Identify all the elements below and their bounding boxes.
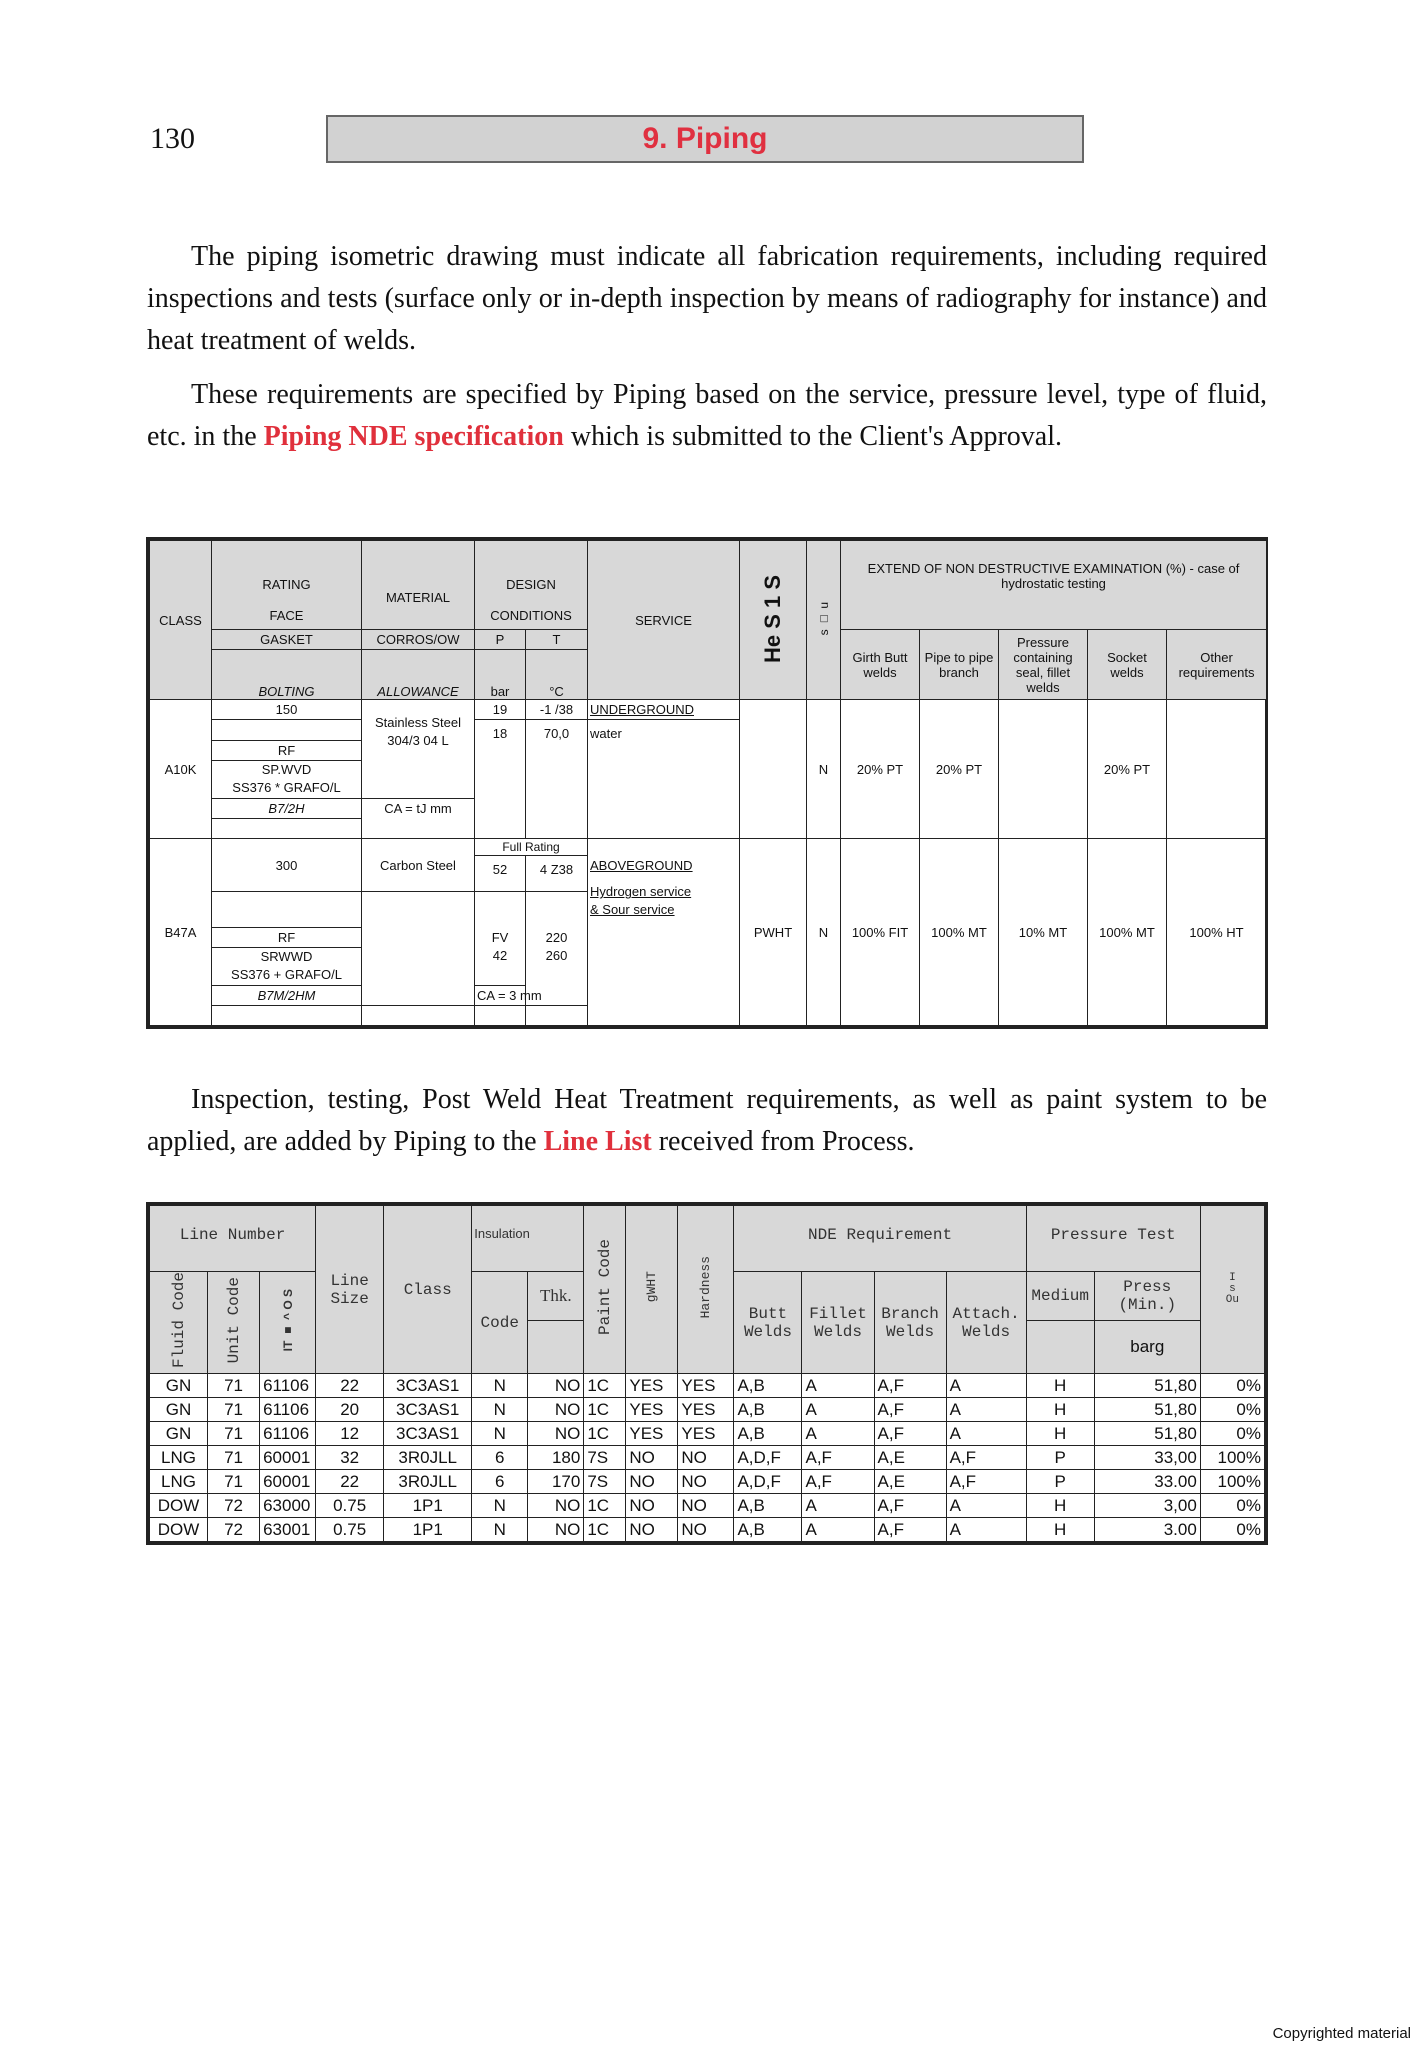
header-bolting: BOLTING bbox=[212, 649, 362, 699]
cell-branch-welds: A,F bbox=[874, 1422, 946, 1446]
cell-branch-welds: A,E bbox=[874, 1446, 946, 1470]
face-a10k: RF bbox=[212, 740, 362, 760]
gasket-b47a-line1: SRWWD bbox=[260, 949, 313, 965]
material-b47a: Carbon Steel bbox=[362, 839, 475, 891]
face-b47a: RF bbox=[212, 928, 362, 948]
cell-fluid-code: DOW bbox=[150, 1518, 208, 1542]
cell-pwht: NO bbox=[626, 1494, 678, 1518]
cell-ins-code: N bbox=[472, 1518, 528, 1542]
table-row bbox=[150, 1470, 1265, 1494]
col-ht-b47a: PWHT bbox=[740, 839, 807, 1026]
cell-fillet-welds: A,F bbox=[802, 1470, 874, 1494]
cell-last: 0% bbox=[1200, 1374, 1264, 1398]
header-nde-requirement: NDE Requirement bbox=[734, 1206, 1026, 1272]
header-col-ps bbox=[807, 541, 841, 700]
header-serial-label: IT ■ ^ O S bbox=[280, 1288, 295, 1352]
table-row bbox=[150, 1494, 1265, 1518]
header-hardness-label: Hardness bbox=[698, 1255, 714, 1319]
cell-medium: P bbox=[1026, 1470, 1094, 1494]
header-ins-thk: Thk. bbox=[528, 1272, 584, 1321]
cell-attach-welds: A bbox=[946, 1494, 1026, 1518]
cell-ins-code: N bbox=[472, 1422, 528, 1446]
header-pressure-test: Pressure Test bbox=[1026, 1206, 1200, 1272]
cell-branch-welds: A,F bbox=[874, 1374, 946, 1398]
paragraph-nde-spec bbox=[147, 374, 1267, 458]
rating-b47a: 300 bbox=[212, 839, 362, 891]
cell-ins-thk: NO bbox=[528, 1518, 584, 1542]
cell-fillet-welds: A,F bbox=[802, 1446, 874, 1470]
header-allowance: ALLOWANCE bbox=[362, 649, 475, 699]
cell-attach-welds: A bbox=[946, 1422, 1026, 1446]
header-last-label: I s Ou bbox=[1225, 1271, 1239, 1306]
cell-serial: 63000 bbox=[260, 1494, 316, 1518]
cell-class: 3C3AS1 bbox=[384, 1374, 472, 1398]
cell-attach-welds: A bbox=[946, 1518, 1026, 1542]
col-ps-a10k: N bbox=[807, 700, 841, 839]
cell-line-size: 22 bbox=[316, 1470, 384, 1494]
cell-branch-welds: A,F bbox=[874, 1518, 946, 1542]
cell-hardness: YES bbox=[678, 1398, 734, 1422]
cell-press-min: 51,80 bbox=[1094, 1422, 1200, 1446]
cell-press-min: 33,00 bbox=[1094, 1446, 1200, 1470]
cell-paint-code: 1C bbox=[584, 1518, 626, 1542]
paragraph-isometric-text: The piping isometric drawing must indicate all fabrication requirements, including required inspections and tests (surface only or in-depth inspection by means of radiography for instance) and heat treatment of welds. bbox=[147, 241, 1267, 356]
cell-ins-code: 6 bbox=[472, 1446, 528, 1470]
cell-unit-code: 72 bbox=[208, 1518, 260, 1542]
header-col-ht bbox=[740, 541, 807, 700]
cell-paint-code: 1C bbox=[584, 1398, 626, 1422]
cell-pwht: NO bbox=[626, 1446, 678, 1470]
bolting-b47a: B7M/2HM bbox=[212, 985, 362, 1005]
header-medium: Medium bbox=[1026, 1272, 1094, 1321]
class-b47a: B47A bbox=[150, 839, 212, 1026]
cell-medium: H bbox=[1026, 1494, 1094, 1518]
cell-press-min: 3,00 bbox=[1094, 1494, 1200, 1518]
cell-medium: H bbox=[1026, 1398, 1094, 1422]
cell-paint-code: 7S bbox=[584, 1446, 626, 1470]
cell-last: 100% bbox=[1200, 1446, 1264, 1470]
header-attach-welds: Attach. Welds bbox=[946, 1272, 1026, 1374]
header-pwht-label: gWHT bbox=[644, 1271, 660, 1303]
header-class: Class bbox=[384, 1206, 472, 1374]
cell-fillet-welds: A bbox=[802, 1374, 874, 1398]
header-material-label: MATERIAL bbox=[385, 589, 451, 605]
t3-b47a: 260 bbox=[526, 948, 588, 985]
cell-line-size: 22 bbox=[316, 1374, 384, 1398]
cell-unit-code: 71 bbox=[208, 1422, 260, 1446]
cell-ins-code: 6 bbox=[472, 1470, 528, 1494]
girth-b47a: 100% FIT bbox=[841, 839, 920, 1026]
t2-b47a: 220 bbox=[526, 928, 588, 948]
cell-serial: 61106 bbox=[260, 1398, 316, 1422]
header-rating bbox=[212, 541, 362, 630]
class-a10k: A10K bbox=[150, 700, 212, 839]
cell-butt-welds: A,B bbox=[734, 1518, 802, 1542]
other-a10k bbox=[1167, 700, 1267, 839]
cell-pwht: NO bbox=[626, 1470, 678, 1494]
cell-paint-code: 7S bbox=[584, 1470, 626, 1494]
cell-ins-code: N bbox=[472, 1494, 528, 1518]
header-bar: bar bbox=[475, 649, 526, 699]
cell-medium: P bbox=[1026, 1446, 1094, 1470]
cell-medium: H bbox=[1026, 1374, 1094, 1398]
t1-b47a: 4 Z38 bbox=[526, 855, 588, 891]
service-b47a-line2: & Sour service bbox=[590, 902, 675, 918]
table-row bbox=[150, 1422, 1265, 1446]
header-socket: Socket welds bbox=[1088, 629, 1167, 700]
service-title-a10k: UNDERGROUND bbox=[588, 700, 740, 720]
p3-b47a: 42 bbox=[475, 948, 526, 985]
copyright-notice: Copyrighted material bbox=[1272, 2025, 1411, 2042]
bolting-a10k: B7/2H bbox=[212, 799, 362, 819]
header-col-ps-label: s □ u bbox=[816, 601, 831, 636]
gasket-a10k-line2: SS376 * GRAFO/L bbox=[232, 780, 341, 796]
header-pressure-containing: Pressure containing seal, fillet welds bbox=[999, 629, 1088, 700]
cell-fluid-code: LNG bbox=[150, 1446, 208, 1470]
cell-pwht: NO bbox=[626, 1518, 678, 1542]
cell-branch-welds: A,F bbox=[874, 1494, 946, 1518]
cell-press-min: 3.00 bbox=[1094, 1518, 1200, 1542]
cell-pwht: YES bbox=[626, 1422, 678, 1446]
cell-serial: 63001 bbox=[260, 1518, 316, 1542]
cell-branch-welds: A,E bbox=[874, 1470, 946, 1494]
col-ps-b47a: N bbox=[807, 839, 841, 1026]
header-face-label: FACE bbox=[269, 607, 304, 623]
cell-paint-code: 1C bbox=[584, 1374, 626, 1398]
cell-attach-welds: A,F bbox=[946, 1446, 1026, 1470]
cell-fluid-code: GN bbox=[150, 1398, 208, 1422]
cell-last: 0% bbox=[1200, 1422, 1264, 1446]
cell-line-size: 0.75 bbox=[316, 1518, 384, 1542]
cell-unit-code: 71 bbox=[208, 1374, 260, 1398]
cell-fillet-welds: A bbox=[802, 1398, 874, 1422]
paragraph-line-list bbox=[147, 1079, 1267, 1163]
cell-butt-welds: A,D,F bbox=[734, 1446, 802, 1470]
cell-unit-code: 72 bbox=[208, 1494, 260, 1518]
allowance-b47a: CA = 3 mm bbox=[475, 985, 526, 1005]
design-top-b47a: Full Rating bbox=[475, 839, 588, 855]
header-paint-code-label: Paint Code bbox=[595, 1239, 614, 1336]
service-b47a bbox=[588, 839, 740, 1026]
chapter-title: 9. Piping bbox=[642, 122, 768, 155]
pipe-branch-a10k: 20% PT bbox=[920, 700, 999, 839]
header-rating-label: RATING bbox=[262, 576, 311, 592]
table-row bbox=[150, 1374, 1265, 1398]
cell-paint-code: 1C bbox=[584, 1494, 626, 1518]
cell-class: 1P1 bbox=[384, 1494, 472, 1518]
cell-paint-code: 1C bbox=[584, 1422, 626, 1446]
gasket-b47a-line2: SS376 + GRAFO/L bbox=[231, 967, 342, 983]
material-a10k bbox=[362, 700, 475, 799]
cell-unit-code: 71 bbox=[208, 1446, 260, 1470]
cell-serial: 60001 bbox=[260, 1446, 316, 1470]
p1-a10k: 19 bbox=[475, 700, 526, 720]
material-a10k-line2: 304/3 04 L bbox=[387, 733, 449, 749]
header-girth-butt: Girth Butt welds bbox=[841, 629, 920, 700]
cell-fluid-code: LNG bbox=[150, 1470, 208, 1494]
cell-hardness: NO bbox=[678, 1446, 734, 1470]
cell-branch-welds: A,F bbox=[874, 1398, 946, 1422]
header-other: Other requirements bbox=[1167, 629, 1267, 700]
pressure-containing-a10k bbox=[999, 700, 1088, 839]
nde-spec-table bbox=[146, 537, 1268, 1029]
cell-press-min: 51,80 bbox=[1094, 1374, 1200, 1398]
page-number: 130 bbox=[150, 122, 195, 155]
cell-hardness: NO bbox=[678, 1470, 734, 1494]
cell-ins-thk: NO bbox=[528, 1422, 584, 1446]
header-pipe-branch: Pipe to pipe branch bbox=[920, 629, 999, 700]
cell-last: 0% bbox=[1200, 1494, 1264, 1518]
cell-medium: H bbox=[1026, 1518, 1094, 1542]
cell-serial: 60001 bbox=[260, 1470, 316, 1494]
cell-fluid-code: GN bbox=[150, 1422, 208, 1446]
cell-hardness: NO bbox=[678, 1518, 734, 1542]
header-design-label: DESIGN bbox=[506, 576, 556, 592]
cell-pwht: YES bbox=[626, 1374, 678, 1398]
gasket-b47a bbox=[212, 948, 362, 985]
header-insulation: Insulation bbox=[472, 1206, 584, 1272]
cell-butt-welds: A,D,F bbox=[734, 1470, 802, 1494]
t1-a10k: -1 /38 bbox=[526, 700, 588, 720]
cell-hardness: NO bbox=[678, 1494, 734, 1518]
header-line-number: Line Number bbox=[150, 1206, 316, 1272]
cell-fillet-welds: A bbox=[802, 1518, 874, 1542]
p1-b47a: 52 bbox=[475, 855, 526, 891]
paragraph-line-list-before: Inspection, testing, Post Weld Heat Treatment requirements, as well as paint system to be applied, are added by Piping to the bbox=[147, 1084, 1267, 1157]
cell-ins-thk: NO bbox=[528, 1494, 584, 1518]
nde-spec-link: Piping NDE specification bbox=[263, 421, 564, 452]
cell-line-size: 32 bbox=[316, 1446, 384, 1470]
cell-press-min: 33.00 bbox=[1094, 1470, 1200, 1494]
header-barg: barg bbox=[1094, 1320, 1200, 1373]
cell-attach-welds: A,F bbox=[946, 1470, 1026, 1494]
header-fillet-welds: Fillet Welds bbox=[802, 1272, 874, 1374]
cell-fluid-code: DOW bbox=[150, 1494, 208, 1518]
line-list-table bbox=[146, 1202, 1268, 1545]
cell-line-size: 0.75 bbox=[316, 1494, 384, 1518]
header-p: P bbox=[475, 629, 526, 649]
header-press-min: Press (Min.) bbox=[1094, 1272, 1200, 1321]
header-last bbox=[1200, 1206, 1264, 1374]
col-ht-a10k bbox=[740, 700, 807, 839]
header-col-ht-label: He S 1 S bbox=[760, 574, 785, 663]
cell-press-min: 51,80 bbox=[1094, 1398, 1200, 1422]
cell-butt-welds: A,B bbox=[734, 1494, 802, 1518]
header-design bbox=[475, 541, 588, 630]
p2-b47a: FV bbox=[475, 928, 526, 948]
cell-fillet-welds: A bbox=[802, 1494, 874, 1518]
header-corrosion: CORROS/OW bbox=[362, 629, 475, 649]
pressure-containing-b47a: 10% MT bbox=[999, 839, 1088, 1026]
t2-a10k: 70,0 bbox=[526, 720, 588, 839]
gasket-a10k-line1: SP.WVD bbox=[261, 762, 312, 778]
cell-fluid-code: GN bbox=[150, 1374, 208, 1398]
rating-a10k: 150 bbox=[212, 700, 362, 720]
cell-unit-code: 71 bbox=[208, 1470, 260, 1494]
p2-a10k: 18 bbox=[475, 720, 526, 839]
cell-hardness: YES bbox=[678, 1374, 734, 1398]
service-b47a-line1: Hydrogen service bbox=[590, 884, 692, 900]
cell-butt-welds: A,B bbox=[734, 1422, 802, 1446]
header-line-size: Line Size bbox=[316, 1206, 384, 1374]
cell-attach-welds: A bbox=[946, 1398, 1026, 1422]
cell-class: 3R0JLL bbox=[384, 1470, 472, 1494]
gasket-a10k bbox=[212, 760, 362, 798]
paragraph-line-list-after: received from Process. bbox=[651, 1126, 915, 1157]
cell-serial: 61106 bbox=[260, 1374, 316, 1398]
header-fluid-code bbox=[150, 1272, 208, 1374]
table-row bbox=[150, 1398, 1265, 1422]
cell-last: 0% bbox=[1200, 1398, 1264, 1422]
cell-ins-thk: 180 bbox=[528, 1446, 584, 1470]
header-hardness bbox=[678, 1206, 734, 1374]
header-pwht bbox=[626, 1206, 678, 1374]
header-degc: °C bbox=[526, 649, 588, 699]
header-ins-code: Code bbox=[472, 1272, 528, 1374]
header-unit-code-label: Unit Code bbox=[224, 1276, 243, 1364]
cell-unit-code: 71 bbox=[208, 1398, 260, 1422]
cell-attach-welds: A bbox=[946, 1374, 1026, 1398]
material-a10k-line1: Stainless Steel bbox=[375, 715, 461, 731]
paragraph-isometric bbox=[147, 236, 1267, 362]
cell-class: 3C3AS1 bbox=[384, 1398, 472, 1422]
socket-a10k: 20% PT bbox=[1088, 700, 1167, 839]
paragraph-nde-spec-after: which is submitted to the Client's Approval. bbox=[563, 421, 1062, 452]
cell-line-size: 12 bbox=[316, 1422, 384, 1446]
cell-ins-thk: 170 bbox=[528, 1470, 584, 1494]
cell-ins-code: N bbox=[472, 1374, 528, 1398]
service-a10k: water bbox=[588, 720, 740, 839]
cell-class: 3C3AS1 bbox=[384, 1422, 472, 1446]
header-class: CLASS bbox=[150, 541, 212, 700]
cell-line-size: 20 bbox=[316, 1398, 384, 1422]
service-title-b47a: ABOVEGROUND bbox=[590, 858, 693, 874]
cell-ins-thk: NO bbox=[528, 1398, 584, 1422]
cell-last: 0% bbox=[1200, 1518, 1264, 1542]
cell-class: 3R0JLL bbox=[384, 1446, 472, 1470]
header-branch-welds: Branch Welds bbox=[874, 1272, 946, 1374]
header-paint-code bbox=[584, 1206, 626, 1374]
line-list-link: Line List bbox=[543, 1126, 652, 1157]
cell-pwht: YES bbox=[626, 1398, 678, 1422]
cell-last: 100% bbox=[1200, 1470, 1264, 1494]
header-conditions-label: CONDITIONS bbox=[490, 607, 572, 623]
other-b47a: 100% HT bbox=[1167, 839, 1267, 1026]
table-row bbox=[150, 1446, 1265, 1470]
cell-ins-thk: NO bbox=[528, 1374, 584, 1398]
cell-class: 1P1 bbox=[384, 1518, 472, 1542]
header-unit-code bbox=[208, 1272, 260, 1374]
header-t: T bbox=[526, 629, 588, 649]
header-serial bbox=[260, 1272, 316, 1374]
cell-fillet-welds: A bbox=[802, 1422, 874, 1446]
girth-a10k: 20% PT bbox=[841, 700, 920, 839]
pipe-branch-b47a: 100% MT bbox=[920, 839, 999, 1026]
header-fluid-code-label: Fluid Code bbox=[169, 1272, 188, 1369]
allowance-a10k: CA = tJ mm bbox=[362, 799, 475, 839]
header-service: SERVICE bbox=[588, 541, 740, 700]
cell-medium: H bbox=[1026, 1422, 1094, 1446]
header-material bbox=[362, 541, 475, 630]
header-gasket: GASKET bbox=[212, 629, 362, 649]
table-row bbox=[150, 1518, 1265, 1542]
header-extend-nde: EXTEND OF NON DESTRUCTIVE EXAMINATION (%) - case of hydrostatic testing bbox=[841, 541, 1267, 630]
cell-butt-welds: A,B bbox=[734, 1398, 802, 1422]
cell-serial: 61106 bbox=[260, 1422, 316, 1446]
paragraph-nde-spec-before: These requirements are specified by Piping based on the service, pressure level, type of fluid, etc. in the bbox=[147, 379, 1267, 452]
line-list-body bbox=[150, 1374, 1265, 1542]
chapter-title-box bbox=[326, 115, 1084, 163]
cell-hardness: YES bbox=[678, 1422, 734, 1446]
socket-b47a: 100% MT bbox=[1088, 839, 1167, 1026]
cell-butt-welds: A,B bbox=[734, 1374, 802, 1398]
header-butt-welds: Butt Welds bbox=[734, 1272, 802, 1374]
cell-ins-code: N bbox=[472, 1398, 528, 1422]
